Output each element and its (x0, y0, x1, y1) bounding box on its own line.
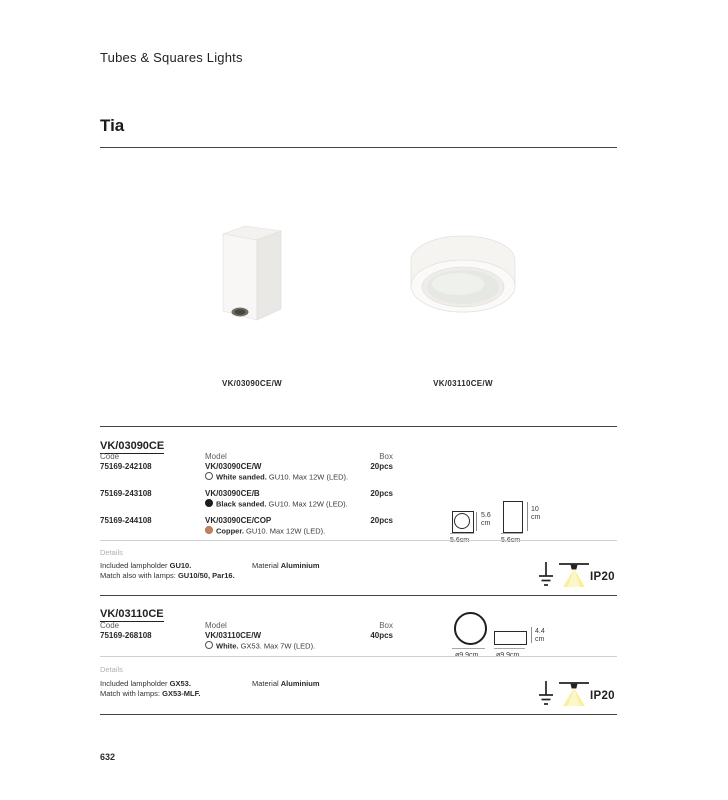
details-text: Included lampholder (100, 679, 170, 688)
width-measure-line (494, 648, 525, 649)
width-measure-line (501, 533, 523, 534)
finish-swatch-icon (205, 641, 213, 649)
finish-name: White sanded. (216, 472, 267, 482)
dimension-drawing-side-rect (494, 631, 527, 645)
dimension-unit: cm (481, 519, 491, 527)
finish-name: Copper. (216, 526, 244, 536)
material-info (252, 561, 320, 571)
section-title-text: VK/03110CE (100, 608, 164, 620)
height-measure-tick (531, 627, 532, 643)
product-description (205, 526, 325, 536)
finish-name: White. (216, 641, 239, 651)
product-caption: VK/03090CE/W (221, 379, 283, 388)
product-description (205, 472, 348, 482)
details-line-1 (100, 679, 191, 689)
column-header-model: Model (205, 621, 227, 630)
dimension-diameter-label: ø9.9cm (455, 652, 479, 659)
product-code: 75169-242108 (100, 462, 152, 471)
dimension-value: 5.6 (481, 512, 491, 519)
column-header-code: Code (100, 621, 120, 630)
details-line-1 (100, 561, 191, 571)
material-label: Material (252, 561, 281, 570)
title-separator-line (100, 147, 617, 148)
lamp-specs: GU10. Max 12W (LED). (243, 526, 326, 536)
dimension-height-label (481, 512, 491, 527)
details-separator-line (100, 656, 617, 657)
lampholder-value: GX53. (169, 679, 191, 688)
lamp-opening-circle (454, 513, 470, 529)
details-separator-line (100, 540, 617, 541)
product-image-square-tube (219, 222, 285, 329)
column-header-box: Box (379, 621, 393, 630)
dimension-drawing-side-rect (503, 501, 523, 533)
product-code: 75169-244108 (100, 516, 152, 525)
product-description (205, 641, 315, 651)
section-title-text: VK/03090CE (100, 440, 165, 452)
lampholder-value: GU10. (169, 561, 192, 570)
earth-ground-icon (538, 561, 554, 592)
product-code: 75169-243108 (100, 489, 152, 498)
dimension-unit: cm (531, 513, 541, 521)
box-quantity: 20pcs (370, 516, 393, 525)
material-info (252, 679, 320, 689)
section-title (100, 604, 164, 622)
dimension-width-label: 5.6cm (501, 537, 521, 544)
product-image-round-ceiling (408, 234, 518, 323)
product-caption: VK/03110CE/W (433, 379, 493, 388)
details-text: Included lampholder (100, 561, 170, 570)
downlight-beam-icon (559, 560, 589, 592)
details-text: Match also with lamps: (100, 571, 178, 580)
product-model: VK/03090CE/COP (205, 516, 272, 525)
details-line-2 (100, 571, 235, 581)
product-model: VK/03110CE/W (205, 631, 262, 640)
lamp-specs: GU10. Max 12W (LED). (266, 499, 348, 509)
product-description (205, 499, 348, 509)
details-text: Match with lamps: (100, 689, 163, 698)
column-header-model: Model (205, 452, 227, 461)
dimension-width-label: 5.6cm (450, 537, 470, 544)
ip-rating-badge: IP20 (590, 690, 615, 702)
matching-lamps-value: GU10/50, Par16. (177, 571, 235, 580)
finish-name: Black sanded. (216, 499, 267, 509)
matching-lamps-value: GX53-MLF. (162, 689, 201, 698)
dimension-unit: cm (535, 635, 545, 643)
product-code: 75169-268108 (100, 631, 152, 640)
page-title: Tia (100, 116, 125, 135)
dimension-diameter-label: ø9.9cm (496, 652, 520, 659)
height-measure-tick (476, 512, 477, 531)
width-measure-line (452, 648, 485, 649)
width-measure-line (450, 533, 474, 534)
details-line-2 (100, 689, 200, 699)
column-header-code: Code (100, 452, 120, 461)
section-separator-line (100, 595, 617, 596)
column-header-box: Box (379, 452, 393, 461)
height-measure-tick (527, 502, 528, 531)
dimension-value: 4.4 (535, 628, 545, 635)
finish-swatch-icon (205, 526, 213, 534)
box-quantity: 20pcs (370, 489, 393, 498)
lamp-specs: GX53. Max 7W (LED). (238, 641, 316, 651)
finish-swatch-icon (205, 499, 213, 507)
product-model: VK/03090CE/B (205, 489, 260, 498)
dimension-drawing-face-circle (454, 612, 487, 645)
dimension-height-label (535, 628, 545, 643)
page-number: 632 (100, 752, 116, 762)
earth-ground-icon (538, 680, 554, 711)
downlight-beam-icon (559, 679, 589, 711)
material-label: Material (252, 679, 281, 688)
bottom-separator-line (100, 714, 617, 715)
box-quantity: 40pcs (370, 631, 393, 640)
category-header: Tubes & Squares Lights (100, 50, 243, 65)
material-value: Aluminium (280, 679, 320, 688)
dimension-drawing-front-square (452, 511, 474, 533)
product-model: VK/03090CE/W (205, 462, 262, 471)
box-quantity: 20pcs (370, 462, 393, 471)
lamp-specs: GU10. Max 12W (LED). (266, 472, 349, 482)
details-label: Details (100, 665, 123, 674)
dimension-height-label (531, 506, 540, 521)
section-separator-line (100, 426, 617, 427)
finish-swatch-icon (205, 472, 213, 480)
details-label: Details (100, 548, 123, 557)
dimension-value: 10 (531, 506, 539, 513)
material-value: Aluminium (280, 561, 320, 570)
ip-rating-badge: IP20 (590, 571, 615, 583)
